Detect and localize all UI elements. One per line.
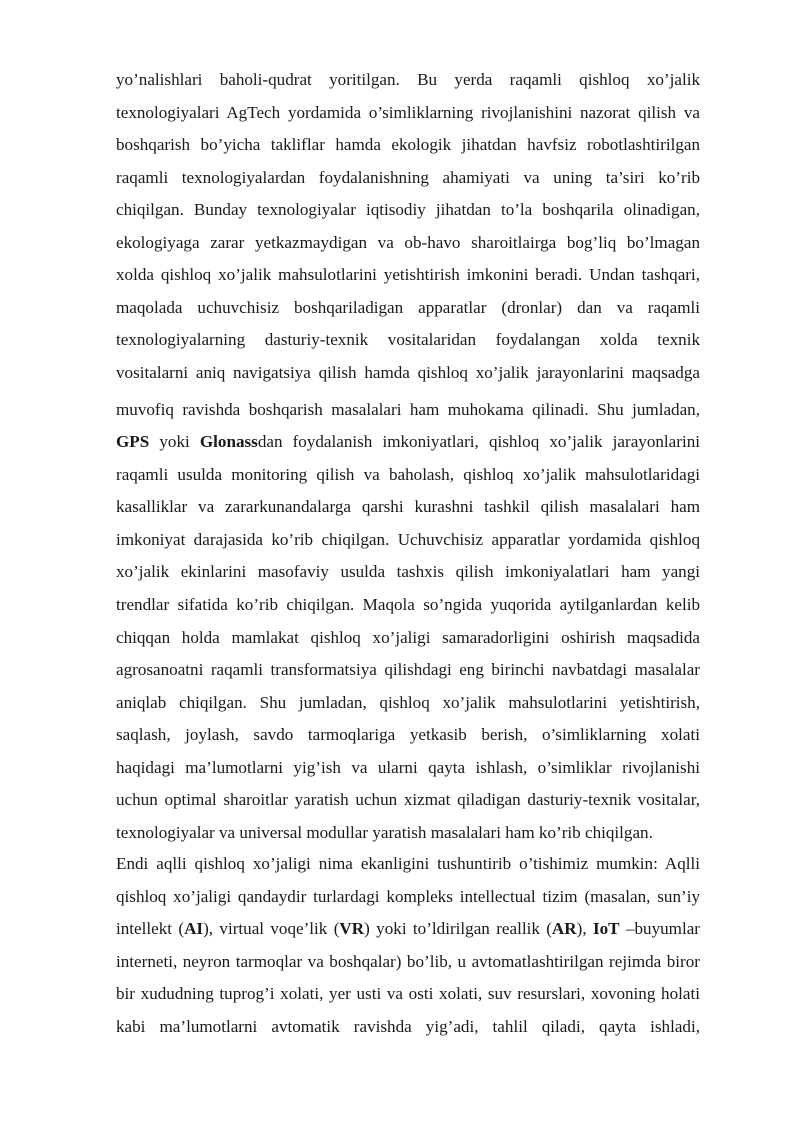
- text-line: [116, 1015, 700, 1039]
- text-run: bir xududning tuprog’i xolati, yer usti va osti xolati, suv resurslari, xovoning holati: [116, 984, 700, 1003]
- bold-term: AI: [184, 919, 204, 938]
- text-line: [116, 68, 700, 92]
- text-run: maqolada uchuvchisiz boshqariladigan apparatlar (dronlar) dan va raqamli: [116, 298, 700, 317]
- text-line: [116, 593, 700, 617]
- text-line: [116, 463, 700, 487]
- text-run: raqamli texnologiyalardan foydalanishning ahamiyati va uning ta’siri ko’rib: [116, 168, 700, 187]
- text-run: xolda qishloq xo’jalik mahsulotlarini yetishtirish imkonini beradi. Undan tashqari,: [116, 265, 700, 284]
- text-line: [116, 658, 700, 682]
- text-run: –buyumlar: [619, 919, 700, 938]
- text-line: [116, 626, 700, 650]
- bold-term: GPS: [116, 432, 150, 451]
- text-line: [116, 691, 700, 715]
- text-line: [116, 950, 700, 974]
- text-line: [116, 296, 700, 320]
- text-run: muvofiq ravishda boshqarish masalalari ham muhokama qilinadi. Shu jumladan,: [116, 400, 700, 419]
- text-line: [116, 398, 700, 422]
- text-line: [116, 917, 700, 941]
- text-run: xo’jalik ekinlarini masofaviy usulda tashxis qilish imkoniyalatlari ham yangi: [116, 562, 700, 581]
- text-run: yo’nalishlari baholi-qudrat yoritilgan. Bu yerda raqamli qishloq xo’jalik: [116, 70, 700, 89]
- text-line: [116, 231, 700, 255]
- text-run: trendlar sifatida ko’rib chiqilgan. Maqola so’ngida yuqorida aytilganlardan kelib: [116, 595, 700, 614]
- text-line: [116, 101, 700, 125]
- text-line: [116, 560, 700, 584]
- text-run: texnologiyalari AgTech yordamida o’simliklarning rivojlanishini nazorat qilish va: [116, 103, 700, 122]
- text-line: [116, 166, 700, 190]
- text-line: [116, 982, 700, 1006]
- bold-term: VR: [339, 919, 365, 938]
- text-run: boshqarish bo’yicha takliflar hamda ekologik jihatdan havfsiz robotlashtirilgan: [116, 135, 700, 154]
- text-line: [116, 430, 700, 454]
- text-run: texnologiyalarning dasturiy-texnik vositalaridan foydalangan xolda texnik: [116, 330, 700, 349]
- text-run: ),: [576, 919, 593, 938]
- text-run: interneti, neyron tarmoqlar va boshqalar) bo’lib, u avtomatlashtirilgan rejimda biror: [116, 952, 700, 971]
- text-run: vositalarni aniq navigatsiya qilish hamda qishloq xo’jalik jarayonlarini maqsadga: [116, 363, 700, 382]
- text-run: kasalliklar va zararkunandalarga qarshi kurashni tashkil qilish masalalari ham: [116, 497, 700, 516]
- text-line: [116, 821, 700, 845]
- text-run: uchun optimal sharoitlar yaratish uchun xizmat qiladigan dasturiy-texnik vositalar,: [116, 790, 700, 809]
- text-run: imkoniyat darajasida ko’rib chiqilgan. Uchuvchisiz apparatlar yordamida qishloq: [116, 530, 700, 549]
- text-run: Endi aqlli qishloq xo’jaligi nima ekanligini tushuntirib o’tishimiz mumkin: Aqlli: [116, 854, 700, 873]
- text-line: [116, 788, 700, 812]
- text-run: saqlash, joylash, savdo tarmoqlariga yetkasib berish, o’simliklarning xolati: [116, 725, 700, 744]
- text-line: [116, 885, 700, 909]
- text-run: ekologiyaga zarar yetkazmaydigan va ob-havo sharoitlairga bog’liq bo’lmagan: [116, 233, 700, 252]
- text-run: kabi ma’lumotlarni avtomatik ravishda yig’adi, tahlil qiladi, qayta ishladi,: [116, 1017, 700, 1036]
- bold-term: IoT: [592, 919, 620, 938]
- text-line: [116, 495, 700, 519]
- bold-term: Glonass: [199, 432, 258, 451]
- text-line: [116, 361, 700, 385]
- text-run: aniqlab chiqilgan. Shu jumladan, qishloq xo’jalik mahsulotlarini yetishtirish,: [116, 693, 700, 712]
- text-run: dan foydalanish imkoniyatlari, qishloq xo’jalik jarayonlarini: [257, 432, 700, 451]
- text-line: [116, 852, 700, 876]
- text-run: raqamli usulda monitoring qilish va baholash, qishloq xo’jalik mahsulotlaridagi: [116, 465, 700, 484]
- text-line: [116, 528, 700, 552]
- bold-term: AR: [551, 919, 577, 938]
- text-run: qishloq xo’jaligi qandaydir turlardagi kompleks intellectual tizim (masalan, sun’iy: [116, 887, 700, 906]
- text-run: texnologiyalar va universal modullar yaratish masalalari ham ko’rib chiqilgan.: [116, 823, 653, 842]
- text-line: [116, 328, 700, 352]
- text-run: intellekt (: [116, 919, 185, 938]
- text-line: [116, 723, 700, 747]
- text-run: ), virtual voqe’lik (: [203, 919, 340, 938]
- text-run: yoki: [149, 432, 200, 451]
- text-run: chiqilgan. Bunday texnologiyalar iqtisodiy jihatdan to’la boshqarila olinadigan,: [116, 200, 700, 219]
- text-run: chiqqan holda mamlakat qishloq xo’jaligi samaradorligini oshirish maqsadida: [116, 628, 700, 647]
- text-run: haqidagi ma’lumotlarni yig’ish va ularni qayta ishlash, o’simliklar rivojlanishi: [116, 758, 700, 777]
- text-line: [116, 133, 700, 157]
- text-run: ) yoki to’ldirilgan reallik (: [364, 919, 552, 938]
- text-run: agrosanoatni raqamli transformatsiya qilishdagi eng birinchi navbatdagi masalalar: [116, 660, 700, 679]
- text-line: [116, 198, 700, 222]
- text-line: [116, 756, 700, 780]
- text-line: [116, 263, 700, 287]
